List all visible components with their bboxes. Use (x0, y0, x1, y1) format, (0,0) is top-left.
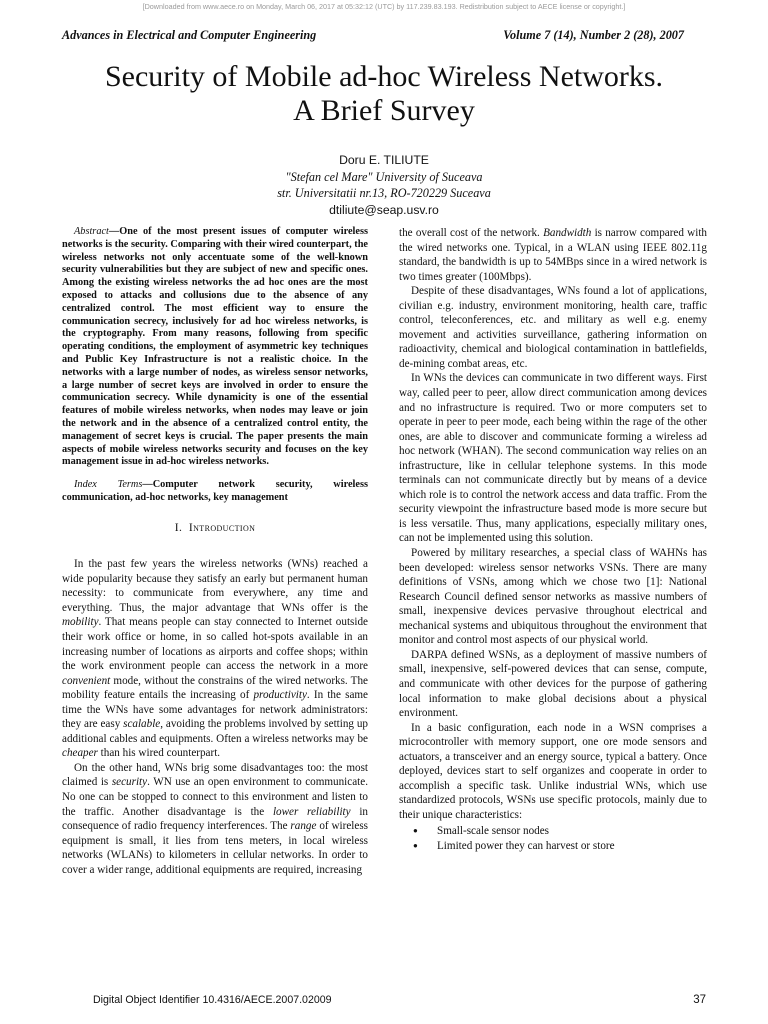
paper-title (0, 60, 768, 128)
volume-info: Volume 7 (14), Number 2 (28), 2007 (503, 28, 684, 42)
page-number: 37 (693, 994, 706, 1006)
node-configuration-paragraph: In a basic configuration, each node in a WSN comprises a microcontroller with memory support, one ore mode sensors and actuators, a transceiver and an energy source, typical a battery. Once deployed, devices start to self organizes and cooperate in order to accomplish a specific task. Unlike industrial WNs, which use standardized protocols, WSNs use specific protocols, mainly due to their unique characteristics: (399, 721, 707, 821)
abstract-text: —One of the most present issues of computer wireless networks is the security. Comparing with their wired counterpart, the wireless networks not only accentuate some of the well-known security vulnerabilities but they are subject of new and specific ones. Among the existing wireless networks the ad hoc ones are the most exposed to attacks and collusions due to the absence of any centralized control. The most efficient way to ensure the communication secrecy, inclusively for ad hoc wireless networks, is the cryptography. From many reasons, following from specific operating conditions, the employment of asymmetric key techniques and Public Key Infrastructure is not a realistic choice. In the networks with a large number of nodes, as wireless sensor networks, a large number of secret keys are involved in order to ensure the communication secrecy. While dynamicity is one of the essential features of mobile wireless networks, when nodes may leave or join the network and in the absence of a centralized control entity, the management of secret keys is crucial. The paper presents the main aspects of mobile wireless networks security and focuses on the key management issue in ad-hoc wireless networks. (62, 226, 368, 468)
list-item: ● Small-scale sensor nodes (437, 824, 707, 839)
left-column (62, 226, 368, 877)
title-line-2: A Brief Survey (293, 94, 475, 127)
title-line-1: Security of Mobile ad-hoc Wireless Networks. (104, 60, 664, 93)
download-notice: [Downloaded from www.aece.ro on Monday, March 06, 2017 at 05:32:12 (UTC) by 117.239.83.193. Redistribution subject to AECE license or copyright.] (142, 2, 626, 11)
applications-paragraph: Despite of these disadvantages, WNs found a lot of applications, civilian e.g. industry, environment monitoring, health care, traffic control, teleconferences, etc. and military as well e.g. enemy movement and activities surveillance, gathering information on radioactivity, chemical and biological contamination in battlefields, de-mining combat areas, etc. (399, 285, 707, 370)
author-block (0, 152, 768, 218)
abstract (62, 226, 368, 469)
right-column (399, 226, 707, 854)
list-item: ● Limited power they can harvest or store (437, 839, 707, 854)
darpa-paragraph: DARPA defined WSNs, as a deployment of massive numbers of small, inexpensive, self-powered devices that can sense, compute, and communicate with other devices for the purpose of gathering local information to make global decisions about a physical environment. (399, 648, 707, 720)
intro-paragraph-1: In the past few years the wireless networks (WNs) reached a wide popularity because they satisfy an early but permanent human necessity: to communicate from everywhere, any time and everything. Thus, the major advantage that WNs offer is the mobility. That means people can stay connected to Internet outside their work office or home, in so called hot-spots available in an increasing number of locations as airports and coffee shops; within the work environment people can access the network in a more convenient mode, without the constrains of the wired networks. The mobility feature entails the increasing of productivity. In the same time the WNs have some advantages for network administrators: they are easy scalable, avoiding the problems involved by setting up additional cables and equipments. Often a wireless networks may be cheaper than his wired counterpart. (62, 558, 368, 760)
author-address: str. Universitatii nr.13, RO-720229 Suceava (277, 186, 491, 201)
abstract-lead: Abstract (74, 226, 109, 237)
doi-footer: Digital Object Identifier 10.4316/AECE.2007.02009 (93, 994, 332, 1006)
paragraph-continued: the overall cost of the network. Bandwidth is narrow compared with the wired networks one. Typical, in a WLAN using IEEE 802.11g standard, the bandwidth is up to 54MBps since in a wired network is two times greater (100Mbps). (399, 227, 707, 283)
intro-paragraph-2: On the other hand, WNs brig some disadvantages too: the most claimed is security. WN use an open environment to communicate. No one can be stopped to connect to this environment and listen to the traffic. Another disadvantage is the lower reliability in consequence of radio frequency interferences. The range of wireless equipment is small, it lies from tens meters, in local wireless networks (WLANs) to kilometers in cellular networks. In order to cover a wider range, additional equipments are required, increasing (62, 761, 368, 876)
running-header (62, 28, 684, 44)
author-name: Doru E. TILIUTE (339, 153, 429, 167)
author-email[interactable]: dtiliute@seap.usv.ro (329, 202, 439, 217)
sensor-networks-paragraph: Powered by military researches, a special class of WAHNs has been developed: wireless sensor networks VSNs. There are many definitions of VSNs, among which we chose two [1]: National Research Council defined sensor networks as massive numbers of small, inexpensive devices pervasive throughout electrical and mechanical systems and ubiquitous throughout the environment that monitor and control most aspects of our physical world. (399, 547, 707, 647)
index-terms-text: —Computer network security, wireless communication, ad-hoc networks, key management (62, 479, 368, 503)
author-affiliation: "Stefan cel Mare" University of Suceava (285, 169, 483, 184)
communication-modes-paragraph: In WNs the devices can communicate in two different ways. First way, called peer to peer, allow direct communication among devices and no infrastructure is required. Two or more computers set to operate in peer to peer mode, each being within the rage of the other ones, are able to discover and communicate forming a wireless ad hoc network (WHAN). The second communication way relies on an infrastructure, like in cellular telephone systems. In this mode terminals can not communicate directly but by means of a device which role is to control the network access and data traffic. From the security viewpoint the infrastructure based mode is more secure but is less versatile. Thus, many applications, especially military ones, can not be implemented using this solution. (399, 372, 707, 545)
section-title: Introduction (188, 520, 256, 534)
index-terms-lead: Index Terms (74, 479, 143, 491)
section-number: I. (174, 520, 183, 534)
journal-name: Advances in Electrical and Computer Engineering (62, 28, 317, 42)
section-heading (62, 521, 368, 536)
characteristics-list (399, 824, 707, 853)
index-terms (62, 479, 368, 505)
